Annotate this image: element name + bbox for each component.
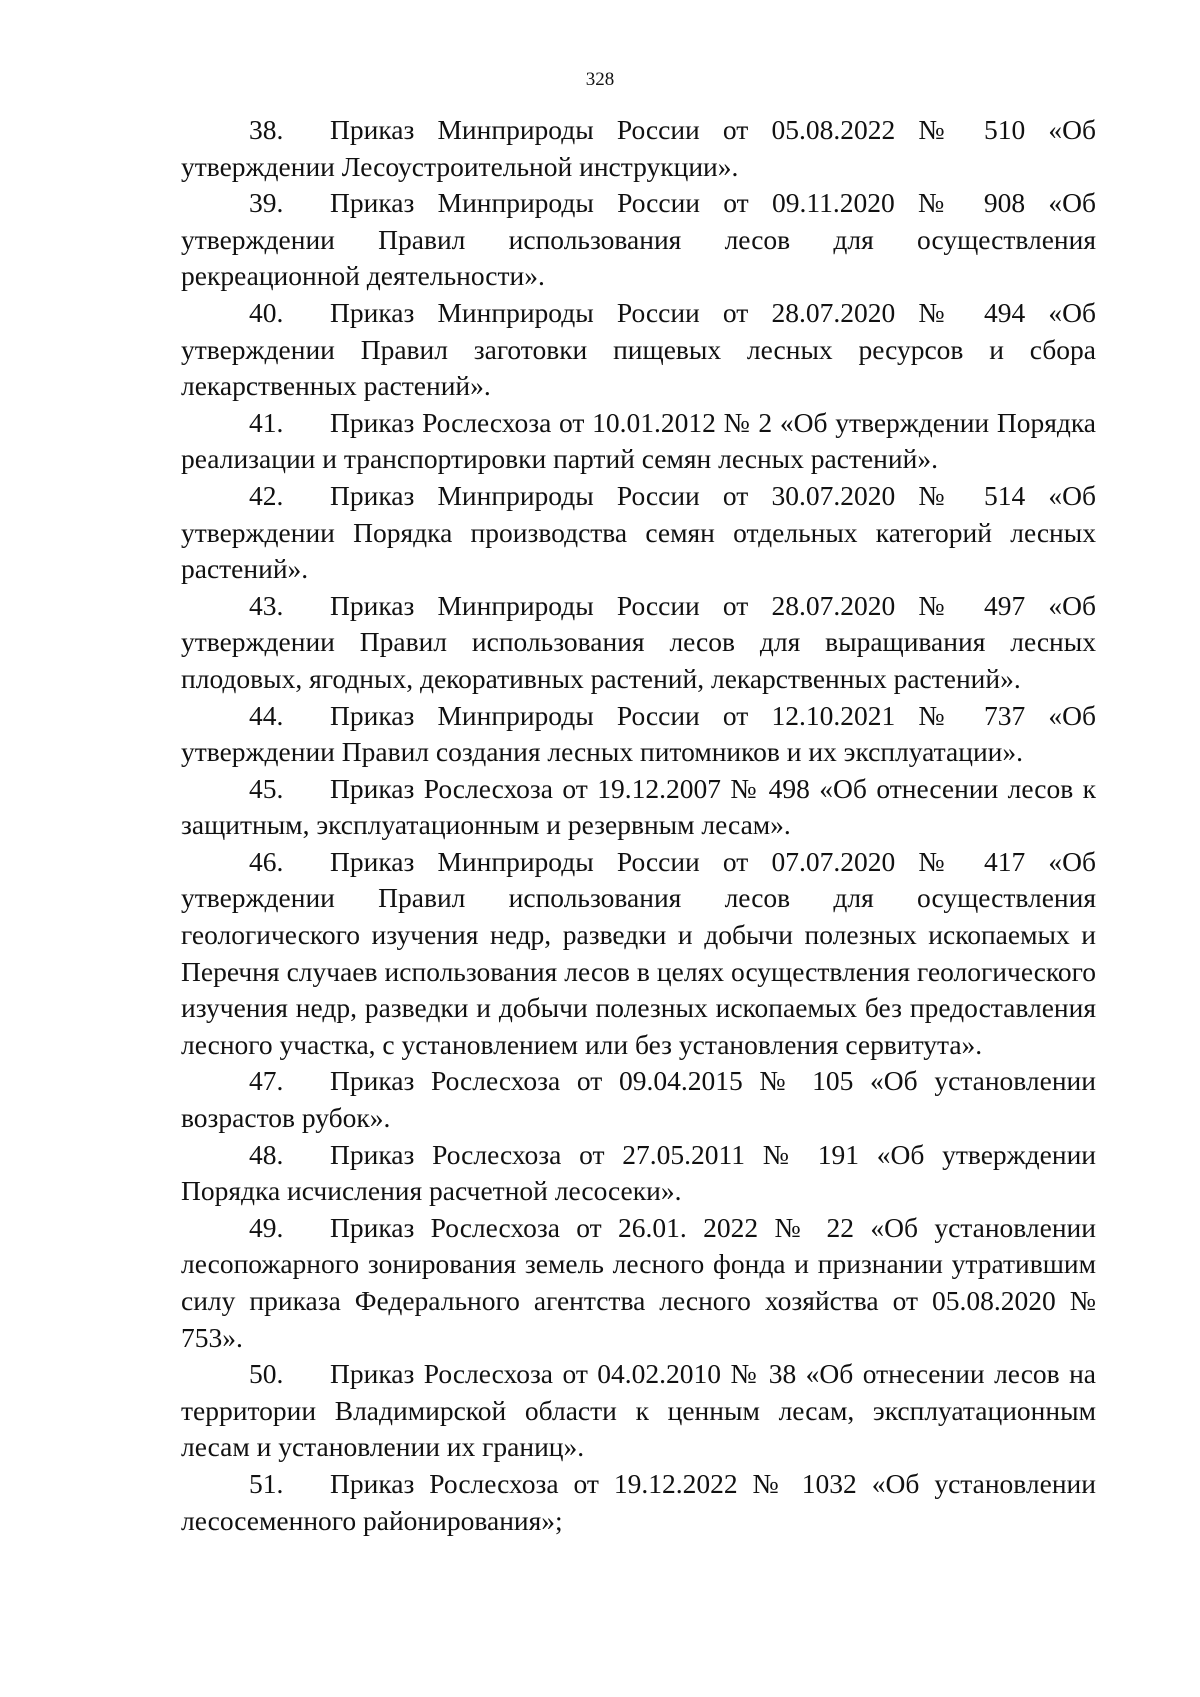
- item-text: Приказ Минприроды России от 12.10.2021 № 737 «Об утверждении Правил создания лесных питомников и их эксплуатации».: [181, 699, 1096, 768]
- page-number: 328: [585, 69, 615, 90]
- item-text: Приказ Рослесхоза от 19.12.2022 № 1032 «Об установлении лесосеменного районирования»;: [181, 1467, 1096, 1536]
- list-item: [181, 1063, 1096, 1136]
- item-text: Приказ Рослесхоза от 04.02.2010 № 38 «Об отнесении лесов на территории Владимирской области к ценным лесам, эксплуатационным лесам и установлении их границ».: [181, 1358, 1096, 1463]
- item-number: 43.: [249, 589, 284, 621]
- item-text: Приказ Рослесхоза от 19.12.2007 № 498 «Об отнесении лесов к защитным, эксплуатационным и резервным лесам».: [181, 772, 1096, 841]
- item-text: Приказ Рослесхоза от 27.05.2011 № 191 «Об утверждении Порядка исчисления расчетной лесосеки».: [181, 1138, 1096, 1207]
- item-text: Приказ Минприроды России от 28.07.2020 № 494 «Об утверждении Правил заготовки пищевых лесных ресурсов и сбора лекарственных растений».: [181, 296, 1096, 402]
- item-text: Приказ Минприроды России от 05.08.2022 № 510 «Об утверждении Лесоустроительной инструкции».: [181, 114, 1096, 182]
- item-number: 48.: [249, 1138, 284, 1170]
- item-text: Приказ Минприроды России от 09.11.2020 № 908 «Об утверждении Правил использования лесов для осуществления рекреационной деятельности».: [181, 187, 1096, 292]
- item-number: 41.: [249, 406, 284, 438]
- item-number: 39.: [249, 187, 284, 219]
- item-text: Приказ Минприроды России от 30.07.2020 № 514 «Об утверждении Порядка производства семян отдельных категорий лесных растений».: [181, 479, 1096, 585]
- list-item: [181, 1210, 1096, 1356]
- list-item: [181, 185, 1096, 295]
- item-text: Приказ Минприроды России от 07.07.2020 № 417 «Об утверждении Правил использования лесов для осуществления геологического изучения недр, разведки и добычи полезных ископаемых и Перечня случаев использования лесов в целях осуществления геологического изучения недр, разведки и добычи полезных ископаемых без предоставления лесного участка, с установлением или без установления сервитута».: [181, 845, 1096, 1060]
- item-number: 47.: [249, 1065, 284, 1097]
- list-item: [181, 1466, 1096, 1539]
- item-number: 38.: [249, 114, 284, 145]
- list-item: [181, 588, 1096, 698]
- list-item: [181, 771, 1096, 844]
- item-number: 40.: [249, 296, 284, 328]
- list-item: [181, 698, 1096, 771]
- list-item: [181, 478, 1096, 588]
- document-body: [181, 112, 1096, 1539]
- list-item: [181, 405, 1096, 478]
- item-number: 49.: [249, 1211, 284, 1243]
- item-text: Приказ Рослесхоза от 10.01.2012 № 2 «Об утверждении Порядка реализации и транспортировки партий семян лесных растений».: [181, 406, 1096, 475]
- item-number: 50.: [249, 1358, 284, 1390]
- list-item: [181, 1137, 1096, 1210]
- item-number: 51.: [249, 1467, 284, 1499]
- item-number: 42.: [249, 479, 284, 511]
- item-text: Приказ Рослесхоза от 09.04.2015 № 105 «Об установлении возрастов рубок».: [181, 1065, 1096, 1134]
- list-item: [181, 844, 1096, 1064]
- item-number: 44.: [249, 699, 284, 731]
- item-number: 46.: [249, 845, 284, 877]
- item-number: 45.: [249, 772, 284, 804]
- item-text: Приказ Минприроды России от 28.07.2020 № 497 «Об утверждении Правил использования лесов для выращивания лесных плодовых, ягодных, декоративных растений, лекарственных растений».: [181, 589, 1096, 694]
- list-item: [181, 295, 1096, 405]
- item-text: Приказ Рослесхоза от 26.01. 2022 № 22 «Об установлении лесопожарного зонирования земель лесного фонда и признании утратившим силу приказа Федерального агентства лесного хозяйства от 05.08.2020 № 753».: [181, 1211, 1096, 1353]
- list-item: [181, 1356, 1096, 1466]
- list-item: [181, 112, 1096, 185]
